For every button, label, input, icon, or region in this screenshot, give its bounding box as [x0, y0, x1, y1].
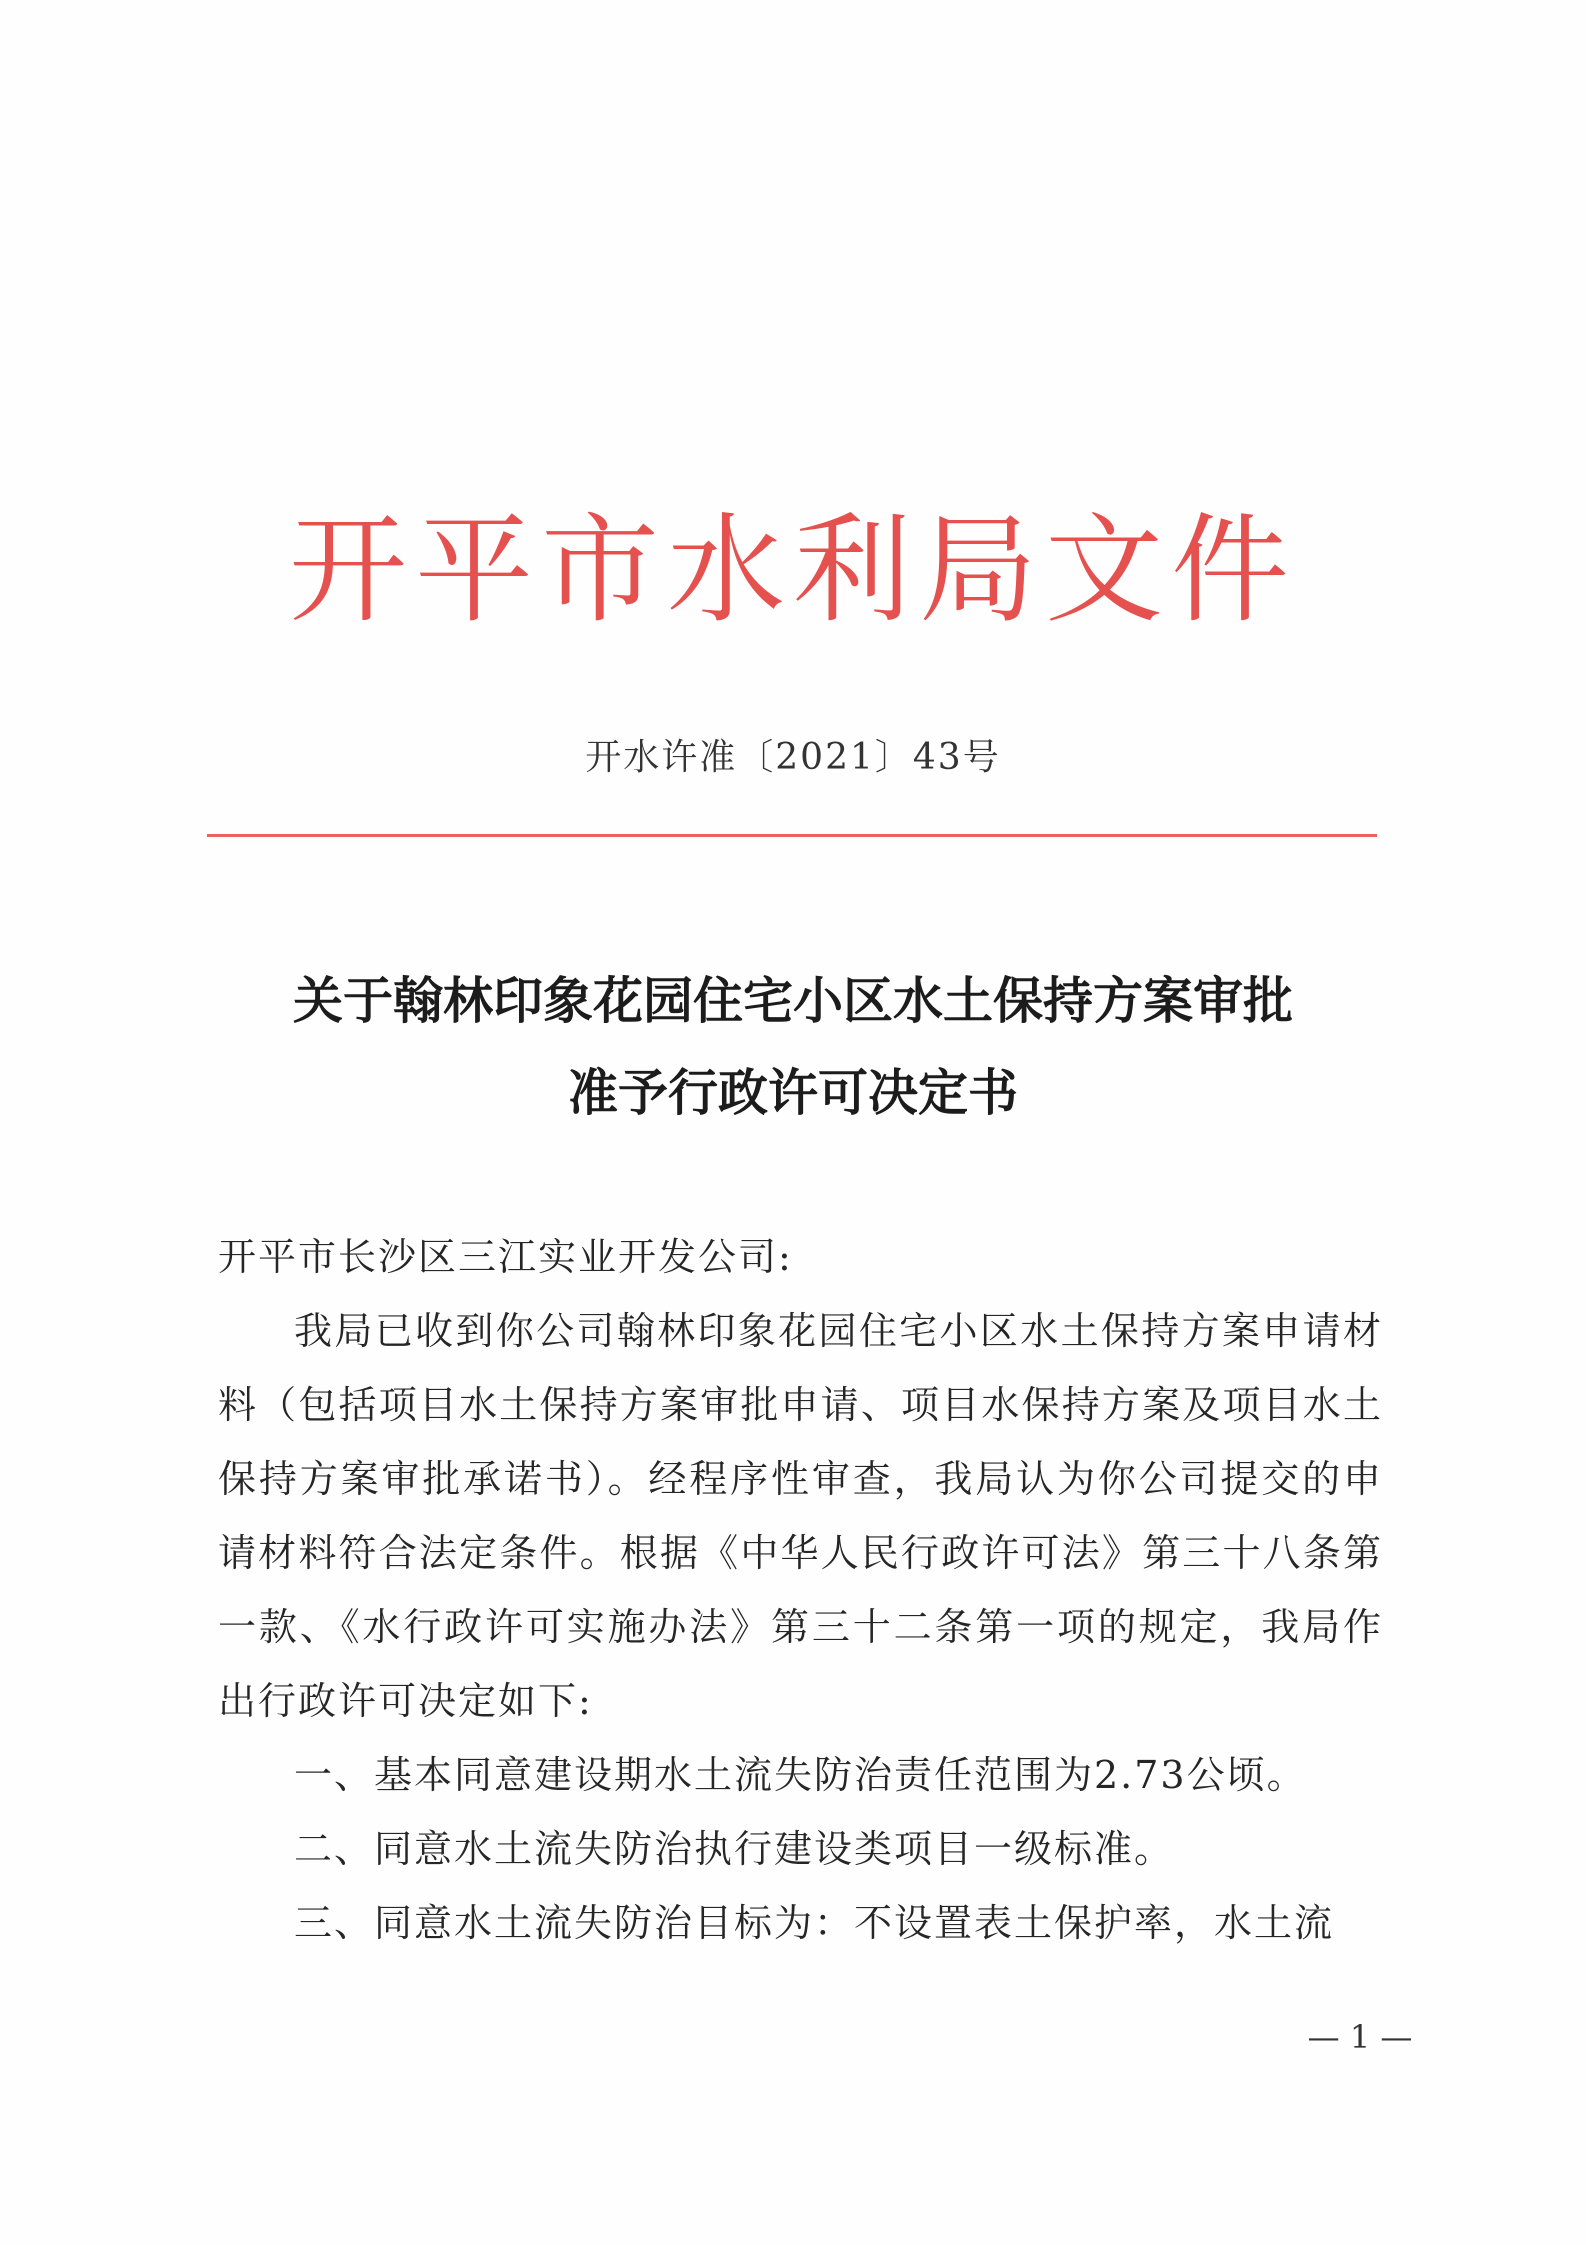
- document-title-line-1: 关于翰林印象花园住宅小区水土保持方案审批: [293, 972, 1293, 1030]
- document-body: [218, 1220, 1383, 1960]
- salutation: 开平市长沙区三江实业开发公司:: [218, 1235, 793, 1279]
- body-paragraph-intro: 我局已收到你公司翰林印象花园住宅小区水土保持方案申请材料（包括项目水土保持方案审批申请、项目水保持方案及项目水土保持方案审批承诺书）。经程序性审查，我局认为你公司提交的申请材料符合法定条件。根据《中华人民行政许可法》第三十八条第一款、《水行政许可实施办法》第三十二条第一项的规定，我局作出行政许可决定如下:: [218, 1309, 1383, 1723]
- body-paragraph-item-2: 二、同意水土流失防治执行建设类项目一级标准。: [294, 1827, 1175, 1871]
- red-divider-rule: [207, 834, 1377, 837]
- issuer-header-title: 开平市水利局文件: [288, 501, 1297, 639]
- body-paragraph-item-3: 三、同意水土流失防治目标为：不设置表土保护率，水土流: [294, 1901, 1335, 1945]
- page-number: — 1 —: [1307, 2018, 1413, 2056]
- document-title-line-2: 准予行政许可决定书: [568, 1064, 1018, 1122]
- document-number: 开水许准〔2021〕43号: [585, 737, 1001, 778]
- document-title: [200, 955, 1386, 1139]
- body-paragraph-item-1: 一、基本同意建设期水土流失防治责任范围为2.73公顷。: [294, 1753, 1307, 1797]
